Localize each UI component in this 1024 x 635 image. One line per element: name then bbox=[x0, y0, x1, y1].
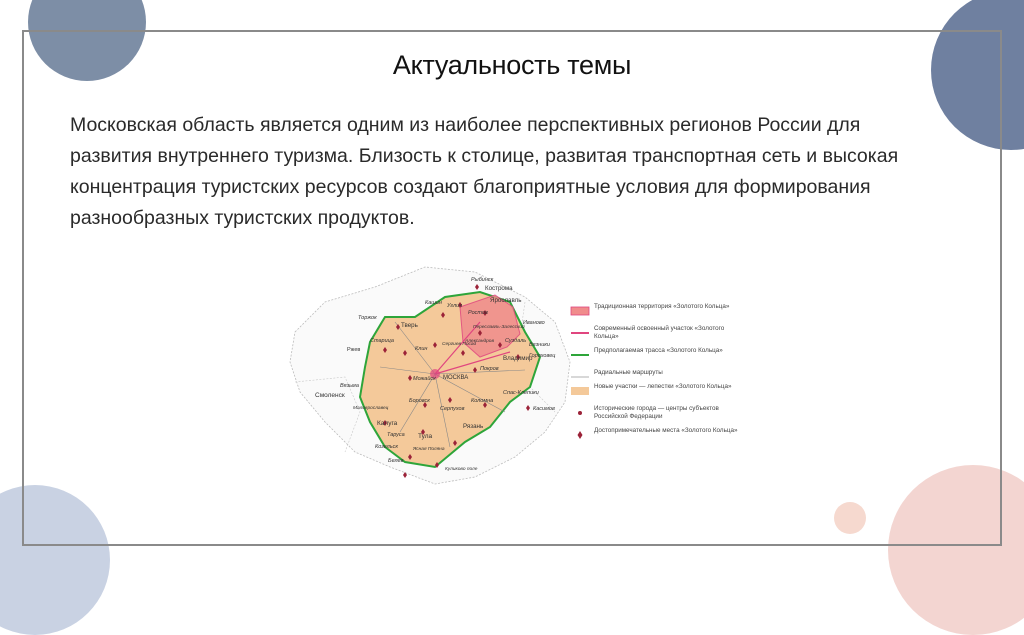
legend-item: Исторические города — центры субъектов Российской Федерации bbox=[570, 405, 740, 427]
city-torzhok: Торжок bbox=[358, 315, 377, 321]
city-rzhev: Ржев bbox=[347, 347, 361, 353]
legend-thin-line-icon bbox=[570, 372, 590, 382]
city-moskva: МОСКВА bbox=[443, 375, 469, 381]
city-suzdal: Суздаль bbox=[505, 338, 527, 344]
city-vyazniki: Вязники bbox=[529, 342, 550, 348]
city-ivanovo: Иваново bbox=[523, 320, 545, 326]
legend-item: Радиальные маршруты bbox=[570, 369, 740, 383]
legend-item: Современный освоенный участок «Золотого Кольца» bbox=[570, 325, 740, 347]
city-sergiev-posad: Сергиев Посад bbox=[442, 342, 477, 347]
legend-pink-line-icon bbox=[570, 328, 590, 338]
city-kolomna: Коломна bbox=[471, 398, 494, 404]
legend-item: Предполагаемая трасса «Золотого Кольца» bbox=[570, 347, 740, 369]
body-paragraph: Московская область является одним из наиболее перспективных регионов России для развития внутреннего туризма. Близость к столице, развитая транспортная сеть и высокая концентрация туристских ресурсов создают благоприятные условия для формирования разнообразных туристских продуктов. bbox=[70, 114, 899, 229]
city-pokrov: Покров bbox=[480, 366, 499, 372]
city-gorokhovets: Гороховец bbox=[529, 353, 556, 359]
city-vyazma: Вязьма bbox=[340, 383, 359, 389]
city-yasnaya-polyana: Ясная Поляна bbox=[413, 447, 445, 452]
city-pereslavl: Переславль-Залесский bbox=[473, 325, 525, 330]
city-vladimir: Владимир bbox=[503, 355, 533, 362]
city-uglich: Углич bbox=[447, 303, 463, 309]
city-aleksandrov: Александров bbox=[465, 339, 494, 344]
city-tula: Тула bbox=[418, 433, 433, 440]
legend-item: Достопримечательные места «Золотого Кольца» bbox=[570, 427, 740, 449]
city-kozelsk: Козельск bbox=[375, 444, 398, 450]
golden-ring-map bbox=[285, 262, 585, 487]
city-yaroslavl: Ярославль bbox=[490, 297, 522, 304]
city-spas-klepiki: Спас-Клепики bbox=[503, 390, 539, 396]
city-kaluga: Калуга bbox=[377, 420, 398, 427]
city-tver: Тверь bbox=[401, 322, 418, 329]
legend-green-line-icon bbox=[570, 350, 590, 360]
legend-pink-fill-icon bbox=[570, 306, 590, 316]
city-kashin: Кашин bbox=[425, 300, 442, 306]
city-kasimov: Касимов bbox=[533, 406, 555, 412]
city-tarusa: Таруса bbox=[387, 432, 405, 438]
legend-item: Новые участки — лепестки «Золотого Кольца» bbox=[570, 383, 740, 405]
city-rostov: Ростов bbox=[468, 310, 488, 316]
city-serpukhov: Серпухов bbox=[440, 406, 465, 412]
city-kostroma: Кострома bbox=[485, 285, 513, 292]
city-smolensk: Смоленск bbox=[315, 392, 345, 399]
legend-dot-icon bbox=[570, 408, 590, 418]
city-kulikovo-pole: Куликово поле bbox=[445, 467, 478, 472]
city-belev: Белев bbox=[388, 458, 404, 464]
page-title: Актуальность темы bbox=[392, 50, 632, 80]
city-klin: Клин bbox=[415, 346, 428, 352]
city-rybinsk: Рыбинск bbox=[471, 277, 494, 283]
city-maloyaroslavets: Малоярославец bbox=[353, 406, 389, 411]
city-staritsa: Старица bbox=[370, 338, 394, 344]
city-borovsk: Боровск bbox=[409, 398, 430, 404]
map-legend bbox=[570, 303, 740, 449]
city-ryazan: Рязань bbox=[463, 423, 484, 430]
legend-diamond-icon bbox=[570, 430, 590, 440]
legend-item: Традиционная территория «Золотого Кольца» bbox=[570, 303, 740, 325]
city-mozhaysk: Можайск bbox=[413, 376, 436, 382]
legend-orange-fill-icon bbox=[570, 386, 590, 396]
